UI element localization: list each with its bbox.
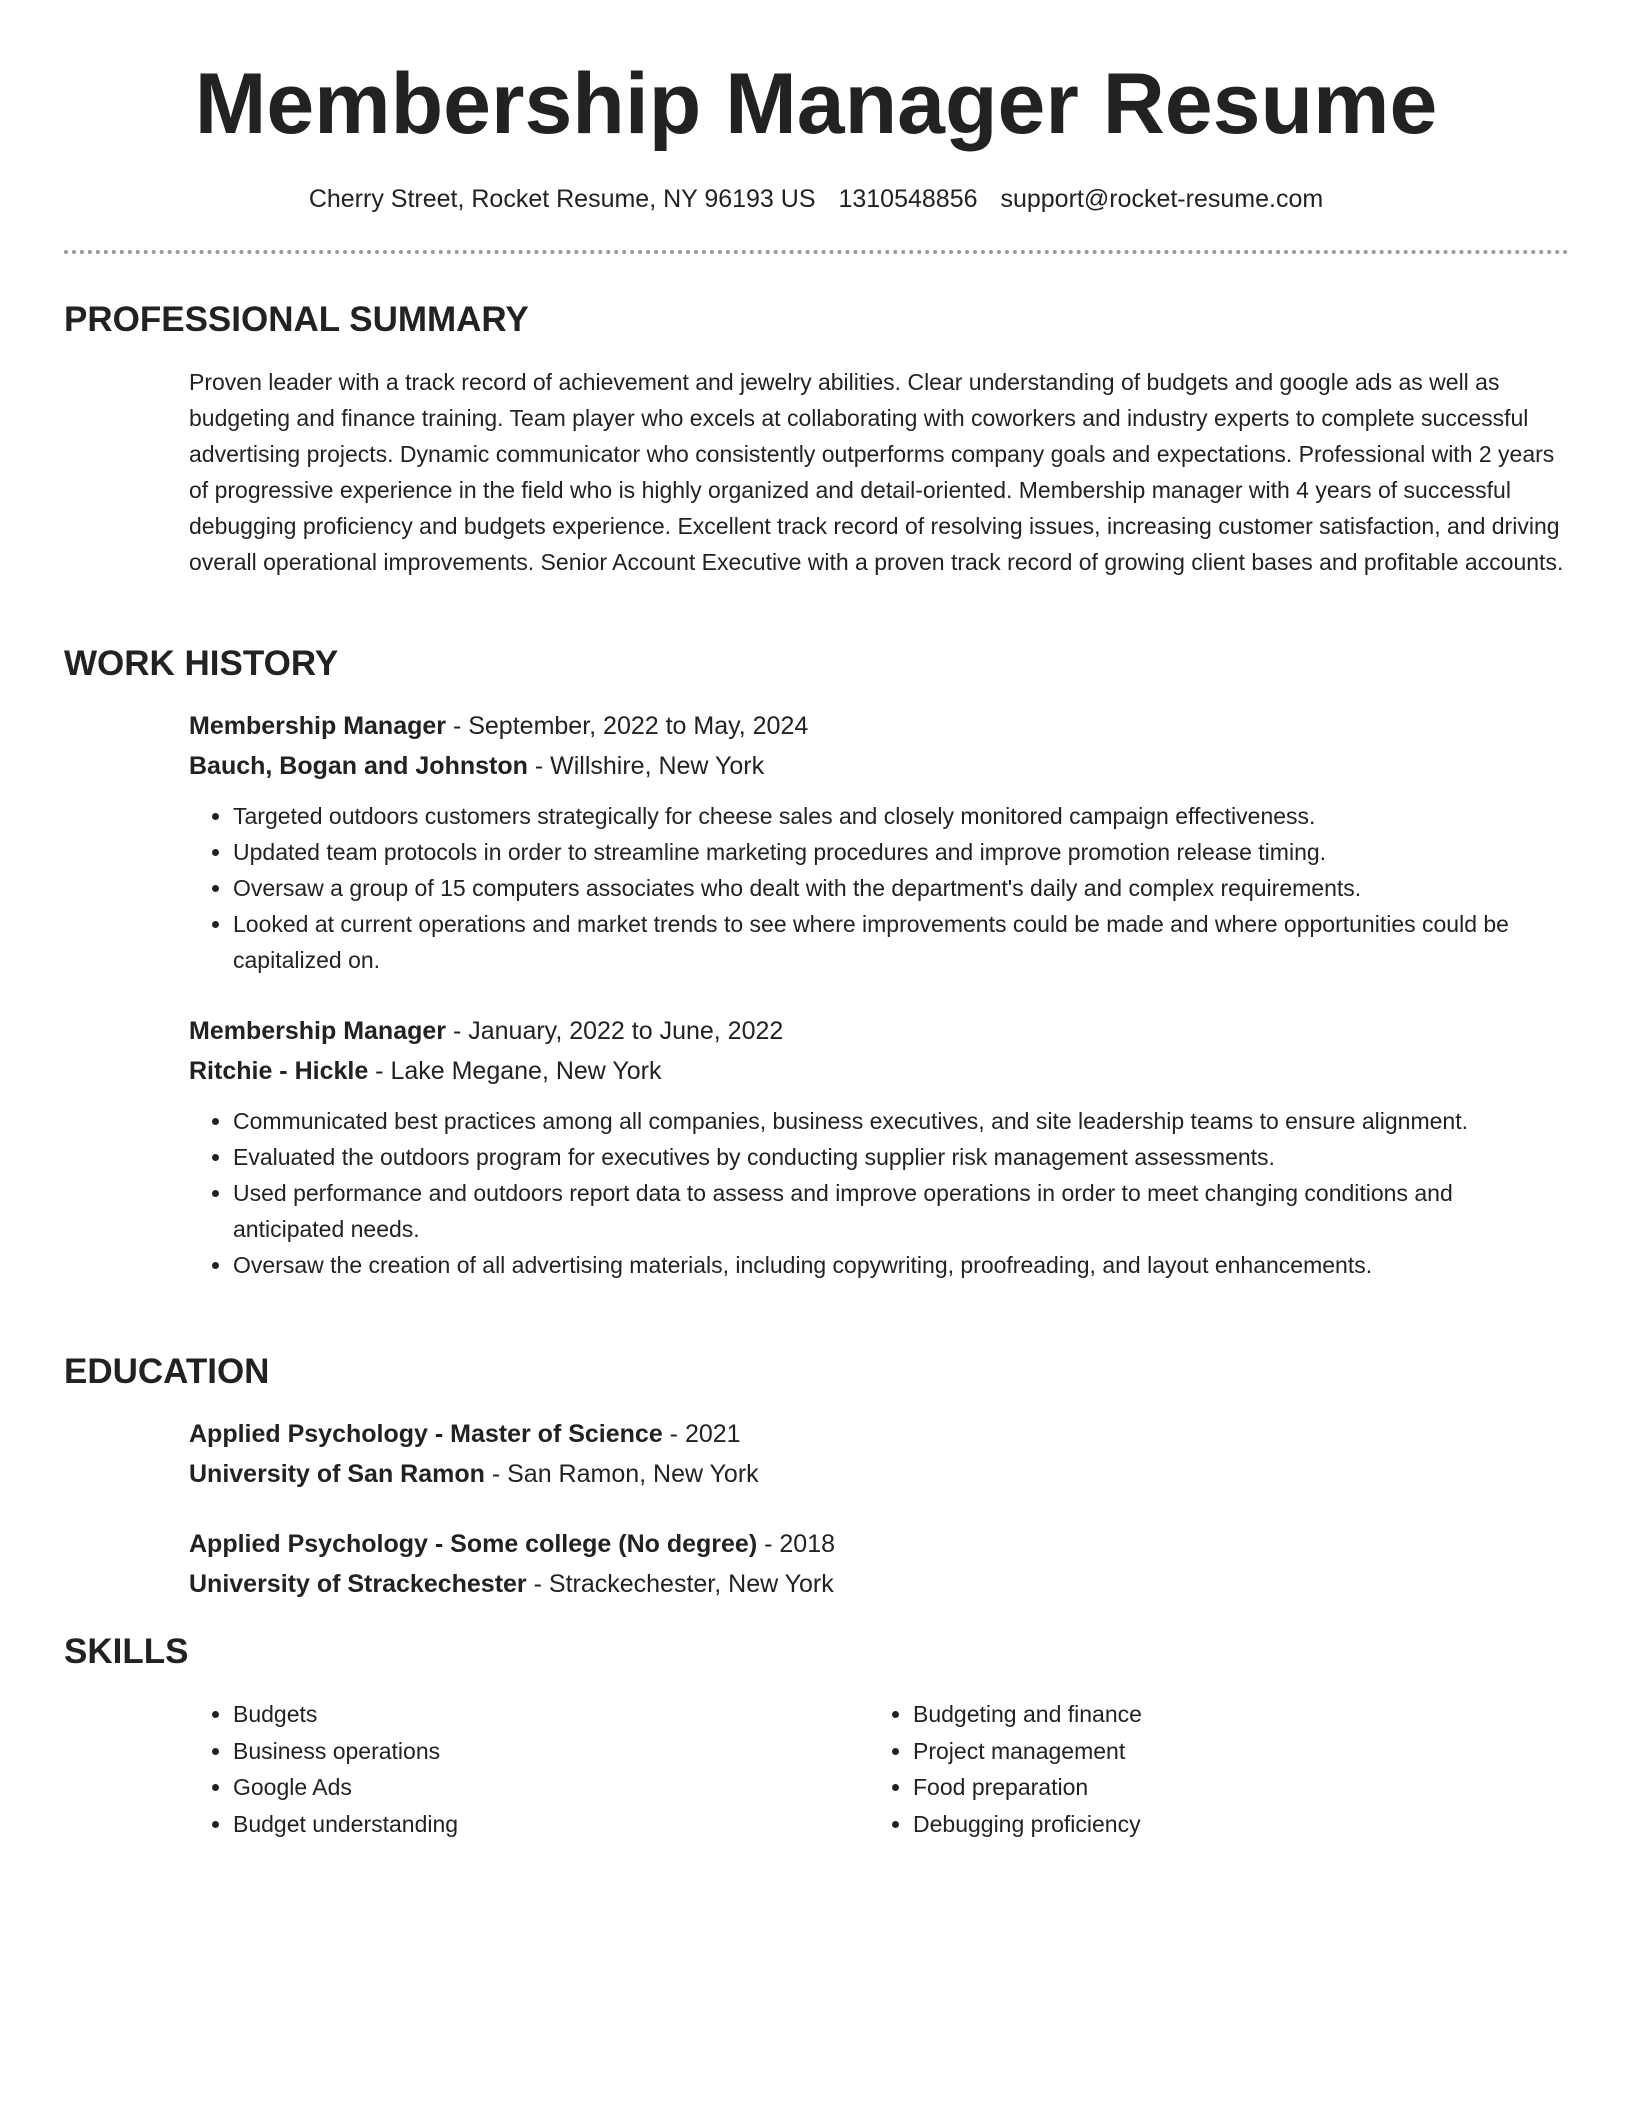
education-heading: EDUCATION bbox=[64, 1352, 270, 1391]
contact-address: Cherry Street, Rocket Resume, NY 96193 US bbox=[308, 185, 816, 213]
summary-heading: PROFESSIONAL SUMMARY bbox=[64, 300, 529, 339]
skills-column-right bbox=[869, 1696, 1549, 1842]
education-entry bbox=[189, 1524, 1569, 1604]
education-school-line bbox=[189, 1564, 1569, 1604]
education-school: University of Strackechester bbox=[189, 1570, 527, 1598]
education-year: - 2021 bbox=[662, 1420, 741, 1448]
contact-email: support@rocket-resume.com bbox=[1000, 185, 1324, 213]
education-school-line bbox=[189, 1454, 1569, 1494]
job-location: - Lake Megane, New York bbox=[368, 1057, 662, 1085]
job-title: Membership Manager bbox=[189, 1017, 447, 1045]
skill-item: • Food preparation bbox=[913, 1769, 1549, 1806]
job-company-line bbox=[189, 1051, 1569, 1091]
job-bullets bbox=[189, 798, 1569, 978]
job-bullet: • Evaluated the outdoors program for executives by conducting supplier risk management assessments. bbox=[233, 1139, 1569, 1175]
job-dates: - September, 2022 to May, 2024 bbox=[446, 712, 809, 740]
summary-section bbox=[189, 364, 1569, 580]
education-degree: Applied Psychology - Master of Science bbox=[189, 1420, 663, 1448]
job-company-line bbox=[189, 746, 1569, 786]
education-degree-line bbox=[189, 1414, 1569, 1454]
education-location: - San Ramon, New York bbox=[484, 1460, 759, 1488]
skills-list bbox=[189, 1696, 1569, 1842]
education-location: - Strackechester, New York bbox=[526, 1570, 834, 1598]
skill-item: • Budget understanding bbox=[233, 1806, 869, 1843]
skills-heading: SKILLS bbox=[64, 1632, 189, 1671]
job-title: Membership Manager bbox=[189, 712, 447, 740]
job-entry bbox=[189, 1011, 1569, 1283]
job-bullet: • Oversaw the creation of all advertising materials, including copywriting, proofreading, and layout enhancements. bbox=[233, 1247, 1569, 1283]
job-location: - Willshire, New York bbox=[527, 752, 765, 780]
contact-phone: 1310548856 bbox=[838, 185, 978, 213]
job-entry bbox=[189, 706, 1569, 978]
education-degree-line bbox=[189, 1524, 1569, 1564]
job-bullet: • Oversaw a group of 15 computers associates who dealt with the department's daily and complex requirements. bbox=[233, 870, 1569, 906]
skill-item: • Business operations bbox=[233, 1733, 869, 1770]
education-degree: Applied Psychology - Some college (No degree) bbox=[189, 1530, 758, 1558]
job-dates: - January, 2022 to June, 2022 bbox=[446, 1017, 784, 1045]
job-bullet: • Looked at current operations and market trends to see where improvements could be made and where opportunities could be capitalized on. bbox=[233, 906, 1569, 978]
job-bullets bbox=[189, 1103, 1569, 1283]
job-bullet: • Updated team protocols in order to streamline marketing procedures and improve promotion release timing. bbox=[233, 834, 1569, 870]
contact-line bbox=[0, 182, 1632, 216]
job-company: Bauch, Bogan and Johnston bbox=[189, 752, 528, 780]
skill-item: • Budgets bbox=[233, 1696, 869, 1733]
job-title-line bbox=[189, 1011, 1569, 1051]
job-bullet: • Communicated best practices among all companies, business executives, and site leadership teams to ensure alignment. bbox=[233, 1103, 1569, 1139]
header-divider bbox=[64, 250, 1569, 254]
skills-column-left bbox=[189, 1696, 869, 1842]
job-bullet: • Targeted outdoors customers strategically for cheese sales and closely monitored campaign effectiveness. bbox=[233, 798, 1569, 834]
summary-text: Proven leader with a track record of achievement and jewelry abilities. Clear understanding of budgets and google ads as well as budgeting and finance training. Team player who excels at collaborating with coworkers and industry experts to complete successful advertising projects. Dynamic communicator who consistently outperforms company goals and expectations. Professional with 2 years of progressive experience in the field who is highly organized and detail-oriented. Membership manager with 4 years of successful debugging proficiency and budgets experience. Excellent track record of resolving issues, increasing customer satisfaction, and driving overall operational improvements. Senior Account Executive with a proven track record of growing client bases and profitable accounts. bbox=[189, 369, 1564, 575]
skill-item: • Budgeting and finance bbox=[913, 1696, 1549, 1733]
skill-item: • Google Ads bbox=[233, 1769, 869, 1806]
job-bullet: • Used performance and outdoors report data to assess and improve operations in order to meet changing conditions and anticipated needs. bbox=[233, 1175, 1569, 1247]
education-school: University of San Ramon bbox=[189, 1460, 485, 1488]
skill-item: • Project management bbox=[913, 1733, 1549, 1770]
resume-title: Membership Manager Resume bbox=[194, 56, 1438, 152]
work-history-heading: WORK HISTORY bbox=[64, 644, 339, 683]
skill-item: • Debugging proficiency bbox=[913, 1806, 1549, 1843]
job-company: Ritchie - Hickle bbox=[189, 1057, 369, 1085]
education-year: - 2018 bbox=[757, 1530, 836, 1558]
education-entry bbox=[189, 1414, 1569, 1494]
job-title-line bbox=[189, 706, 1569, 746]
